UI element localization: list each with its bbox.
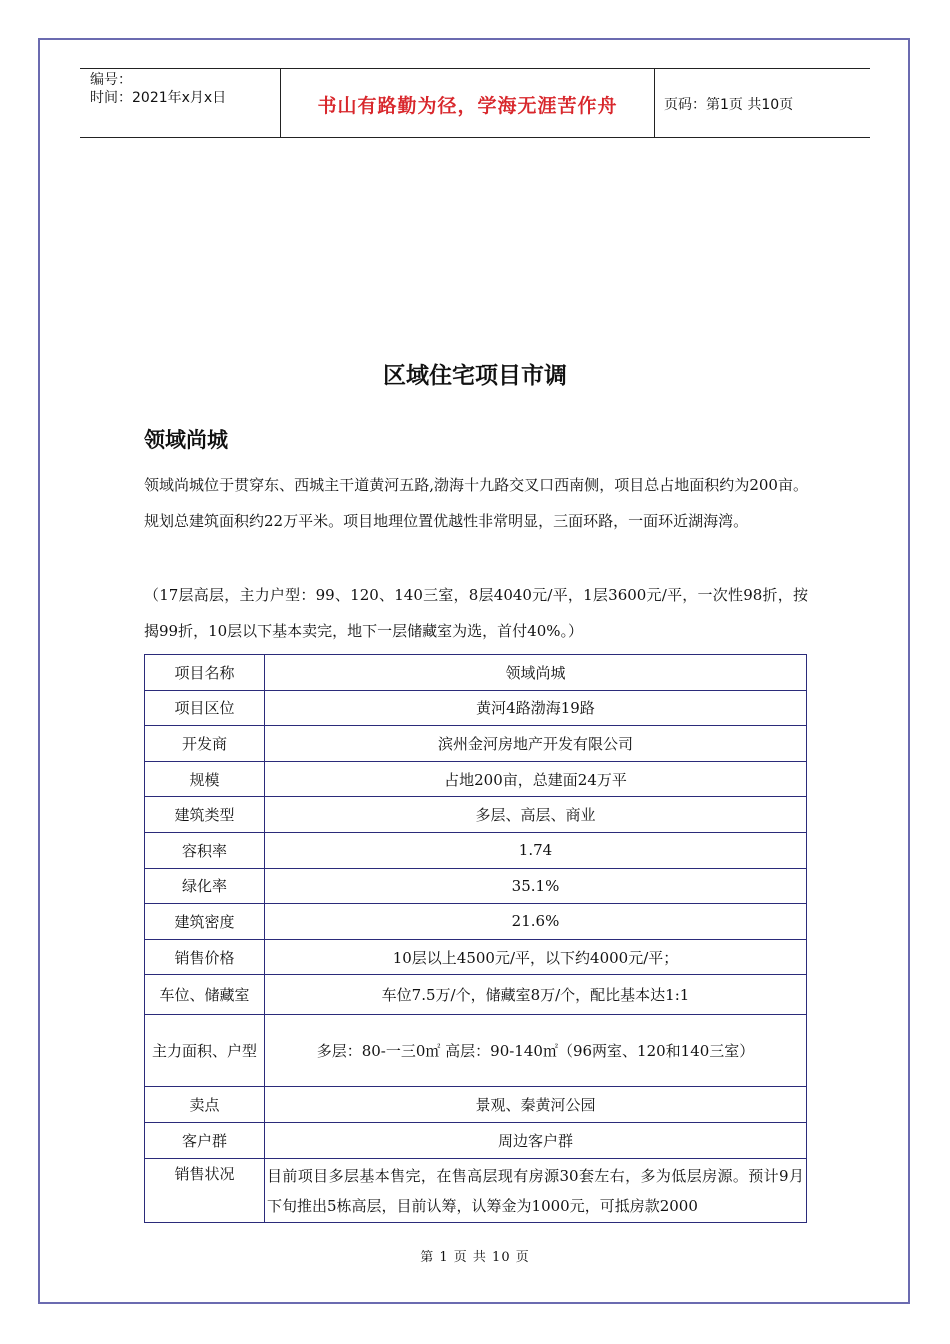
row-value: 景观、秦黄河公园 xyxy=(265,1087,807,1123)
row-label: 规模 xyxy=(145,761,265,797)
table-row xyxy=(145,939,807,975)
table-row xyxy=(145,797,807,833)
row-value: 领域尚城 xyxy=(265,655,807,691)
row-value: 多层：80-一三0㎡ 高层：90-140㎡（96两室、120和140三室） xyxy=(265,1015,807,1087)
row-value: 多层、高层、商业 xyxy=(265,797,807,833)
row-label: 车位、储藏室 xyxy=(145,975,265,1015)
table-row xyxy=(145,868,807,904)
document-date-label: 时间：2021年x月x日 xyxy=(90,90,227,106)
row-value: 车位7.5万/个，储藏室8万/个，配比基本达1:1 xyxy=(265,975,807,1015)
row-value: 占地200亩，总建面24万平 xyxy=(265,761,807,797)
row-value: 周边客户群 xyxy=(265,1122,807,1158)
row-value xyxy=(265,1158,807,1222)
table-row xyxy=(145,655,807,691)
header-motto: 书山有路勤为径，学海无涯苦作舟 xyxy=(317,95,618,117)
table-row xyxy=(145,832,807,868)
project-info-table xyxy=(144,654,807,1223)
row-label: 卖点 xyxy=(145,1087,265,1123)
table-row xyxy=(145,1087,807,1123)
table-row xyxy=(145,1015,807,1087)
row-label: 客户群 xyxy=(145,1122,265,1158)
page-footer: 第 1 页 共 10 页 xyxy=(420,1250,530,1265)
section-title: 领域尚城 xyxy=(144,428,228,452)
row-value: 黄河4路渤海19路 xyxy=(265,690,807,726)
row-label: 建筑类型 xyxy=(145,797,265,833)
row-value: 1.74 xyxy=(265,832,807,868)
table-row xyxy=(145,690,807,726)
sales-status-text: 目前项目多层基本售完，在售高层现有房源30套左右，多为低层房源。预计9月下旬推出5栋高层，目前认筹，认筹金为1000元，可抵房款2000 xyxy=(267,1166,804,1215)
row-value: 滨州金河房地产开发有限公司 xyxy=(265,726,807,762)
row-value: 21.6% xyxy=(265,904,807,940)
sales-note-paragraph: （17层高层，主力户型：99、120、140三室，8层4040元/平，1层3600元/平，一次性98折，按揭99折，10层以下基本卖完，地下一层储藏室为选，首付40%。） xyxy=(144,586,808,640)
table-row xyxy=(145,904,807,940)
table-row xyxy=(145,1122,807,1158)
intro-paragraph: 领域尚城位于贯穿东、西城主干道黄河五路,渤海十九路交叉口西南侧，项目总占地面积约为200亩。规划总建筑面积约22万平米。项目地理位置优越性非常明显，三面环路，一面环近湖海湾。 xyxy=(144,476,808,530)
table-row xyxy=(145,975,807,1015)
row-label: 销售价格 xyxy=(145,939,265,975)
table-row xyxy=(145,761,807,797)
document-title: 区域住宅项目市调 xyxy=(383,363,567,389)
row-value: 35.1% xyxy=(265,868,807,904)
header-page-number: 页码：第1页 共10页 xyxy=(664,97,794,113)
row-label: 项目区位 xyxy=(145,690,265,726)
page-header xyxy=(80,68,870,138)
row-label: 建筑密度 xyxy=(145,904,265,940)
table-row xyxy=(145,726,807,762)
header-divider xyxy=(654,69,655,137)
row-label: 主力面积、户型 xyxy=(145,1015,265,1087)
row-value: 10层以上4500元/平，以下约4000元/平； xyxy=(265,939,807,975)
row-label: 容积率 xyxy=(145,832,265,868)
row-label: 销售状况 xyxy=(145,1158,265,1222)
header-meta xyxy=(90,71,226,107)
table-row xyxy=(145,1158,807,1222)
row-label: 项目名称 xyxy=(145,655,265,691)
document-number-label: 编号： xyxy=(90,72,132,88)
row-label: 开发商 xyxy=(145,726,265,762)
row-label: 绿化率 xyxy=(145,868,265,904)
